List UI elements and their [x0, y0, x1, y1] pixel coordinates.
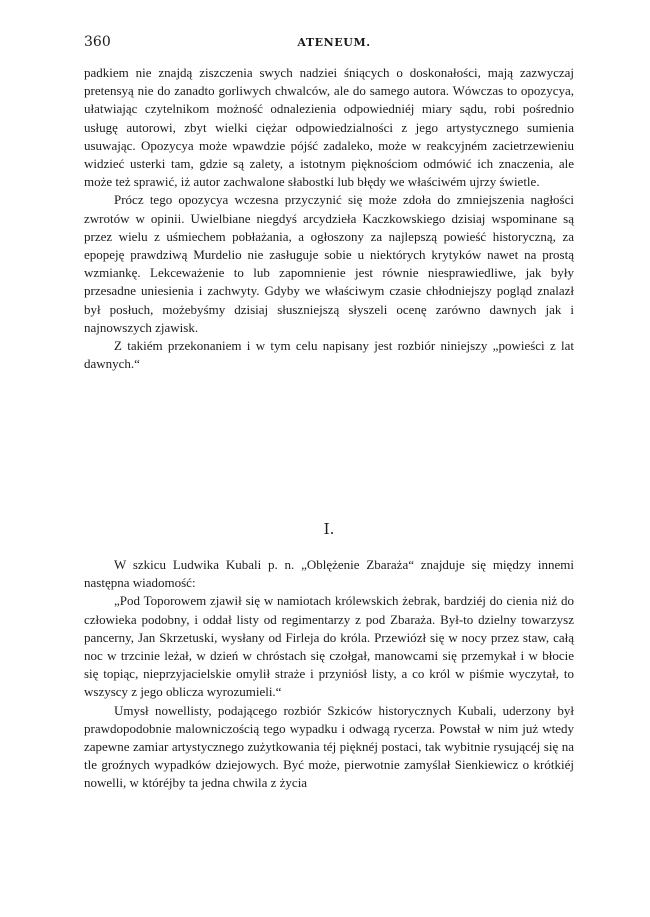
- running-title: ATENEUM.: [297, 36, 371, 49]
- text-block-top: [84, 64, 574, 373]
- paragraph: Z takiém przekonaniem i w tym celu napisany jest rozbiór niniejszy „powieści z lat dawnych.“: [84, 338, 574, 372]
- section-heading: I.: [323, 520, 335, 538]
- paragraph: padkiem nie znajdą ziszczenia swych nadziei śniących o doskonałości, mają zazwyczaj pretensyą nie do zanadto gorliwych chwalców, ale do samego autora. Wówczas to opozycya, ułatwiając czytelnikom możność odnalezienia odpowiedniéj miary sądu, robi pośrednio usługę autorowi, zbyt wielki ciężar odpowiedzialności z jego artystycznego sumienia usuwając. Opozycya może wpawdzie pójść zadaleko, może w reakcyjném zacietrzewieniu widzieć usterki tam, gdzie są zalety, a istotnym pięknościom odmówić ich znaczenia, ale może też sprawić, iż autor zachwalone słabostki lub błędy we właściwém ujrzy świetle.: [84, 65, 574, 190]
- paragraph: Umysł nowellisty, podającego rozbiór Szkiców historycznych Kubali, uderzony był prawdopodobnie malowniczością tego wypadku i odwagą rycerza. Powstał w nim już wtedy zapewne zamiar artystycznego zużytkowania téj pięknéj postaci, tak wybitnie rysującéj się na tle groźnych wypadków dziejowych. Być może, pierwotnie zamyślał Sienkiewicz o krótkiéj nowelli, w któréjby ta jedna chwila z życia: [84, 702, 574, 791]
- paragraph: Prócz tego opozycya wczesna przyczynić się może zdoła do zmniejszenia nagłości zwrotów w opinii. Uwielbiane niegdyś arcydzieła Kaczkowskiego dzisiaj wspominane są przez wielu z uśmiechem pobłażania, a ogłoszony za najlepszą powieść historyczną, za epopeję prawdziwą Murdelio nie zasługuje sobie u niektórych krytyków nawet na prostą wzmiankę. Lekceważenie to lub zapomnienie jest równie niesprawiedliwe, jak były przesadne uniesienia i zachwyty. Gdyby we właściwym czasie chłodniejszy pogląd znalazł był posłuch, możebyśmy dzisiaj słuszniejszą słyszeli ocenę zarówno dawnych jak i najnowszych zjawisk.: [84, 192, 574, 335]
- text-block-bottom: [84, 556, 574, 793]
- page-header: [84, 34, 584, 54]
- page-number: 360: [84, 34, 111, 50]
- paragraph: W szkicu Ludwika Kubali p. n. „Oblężenie Zbaraża“ znajduje się między innemi następna wiadomość:: [84, 557, 574, 591]
- quotation: „Pod Toporowem zjawił się w namiotach królewskich żebrak, bardziéj do cienia niż do człowieka podobny, i oddał listy od regimentarzy z pod Zbaraża. Był-to dzielny towarzysz pancerny, Jan Skrzetuski, wysłany od Firleja do króla. Przewiózł się w nocy przez staw, całą noc w trzcinie leżał, w dzień w chróstach się czołgał, manowcami się przemykał i w błocie się topiąc, nieprzyjacielskie omylił straże i przyniósł listy, a co król w piśmie wyczytał, to wszyscy z jego oblicza wyrozumieli.“: [84, 593, 574, 700]
